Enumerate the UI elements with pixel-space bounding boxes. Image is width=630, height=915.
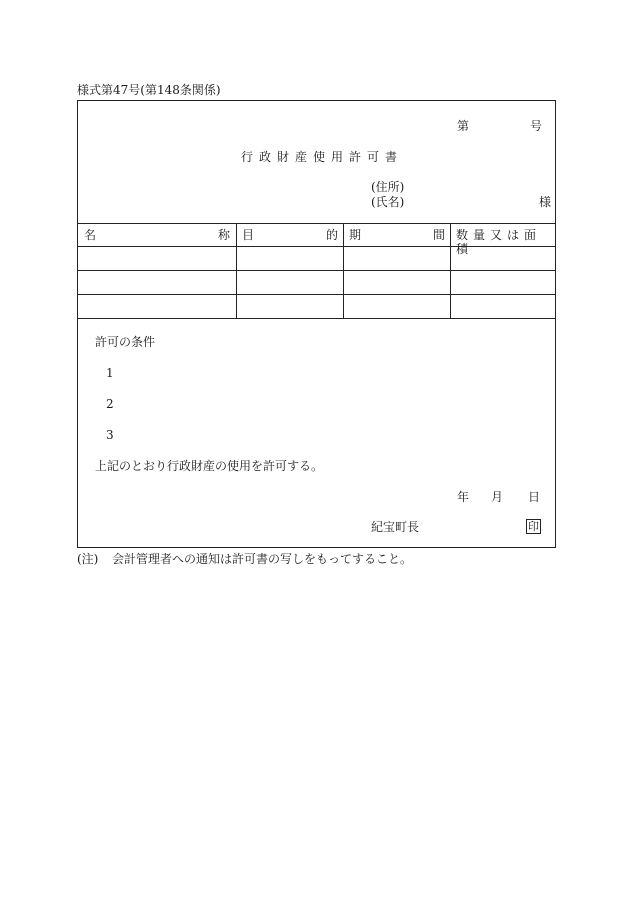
document-title: 行政財産使用許可書 [241,150,404,164]
permission-statement: 上記のとおり行政財産の使用を許可する。 [95,459,324,473]
header-quantity-or-area: 数量又は面積 [456,228,542,256]
address-label: (住所) [371,180,405,194]
table-header-divider [78,246,555,247]
footnote-text: 会計管理者への通知は許可書の写しをもってすること。 [112,552,413,566]
date-day-label: 日 [528,490,541,504]
date-year-label: 年 [457,490,470,504]
condition-item-3: 3 [106,428,114,442]
header-purpose: 目 的 [242,228,338,242]
table-top-border [78,223,555,224]
permit-form [77,100,556,548]
table-row-divider [78,294,555,295]
table-column-divider [236,223,237,318]
condition-item-2: 2 [106,397,114,411]
name-label: (氏名) [371,195,405,209]
number-label-suffix: 号 [530,119,543,133]
conditions-heading: 許可の条件 [95,335,156,349]
issuer-title: 紀宝町長 [371,520,420,534]
seal-icon: 印 [528,520,539,533]
table-column-divider [343,223,344,318]
header-period: 期 間 [349,228,445,242]
number-label-prefix: 第 [457,119,470,133]
table-column-divider [450,223,451,318]
footnote-label: (注) [77,552,99,566]
header-name: 名 称 [84,228,230,242]
seal-mark [526,519,541,534]
table-bottom-border [78,318,555,319]
table-row-divider [78,270,555,271]
date-month-label: 月 [491,490,504,504]
condition-item-1: 1 [106,366,114,380]
form-reference: 様式第47号(第148条関係) [77,83,221,97]
honorific: 様 [539,195,552,209]
